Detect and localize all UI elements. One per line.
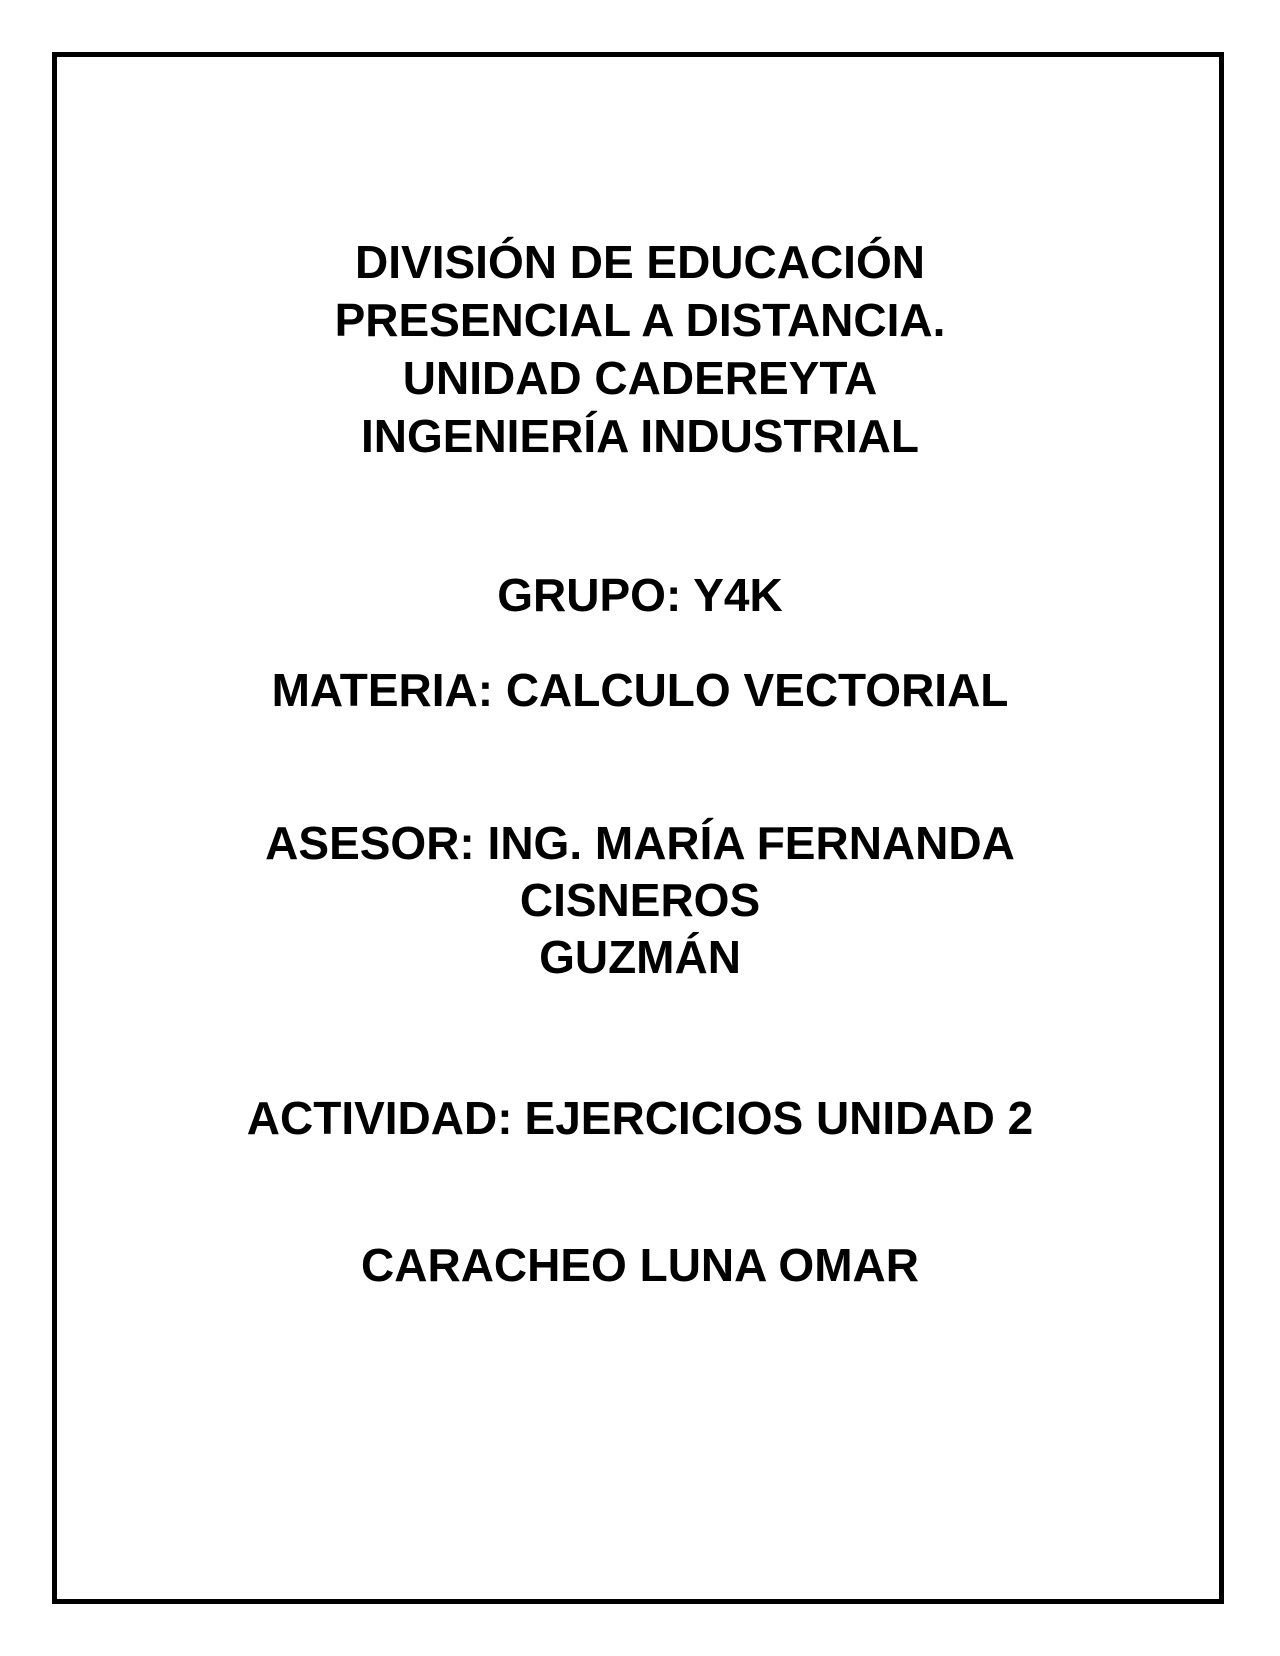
- asesor-line-1: ASESOR: ING. MARÍA FERNANDA: [265, 817, 1015, 869]
- student-name: CARACHEO LUNA OMAR: [361, 1239, 919, 1291]
- actividad-line: [0, 1089, 1280, 1147]
- header-presencial: PRESENCIAL A DISTANCIA.: [334, 294, 946, 346]
- header-unidad: UNIDAD CADEREYTA: [402, 352, 878, 404]
- actividad-value: EJERCICIOS UNIDAD 2: [524, 1092, 1034, 1144]
- header-division: DIVISIÓN DE EDUCACIÓN: [355, 236, 925, 288]
- header-carrera: INGENIERÍA INDUSTRIAL: [361, 410, 919, 462]
- grupo-line: GRUPO: Y4K: [497, 569, 783, 621]
- asesor-line-3: GUZMÁN: [539, 931, 741, 983]
- actividad-label: ACTIVIDAD:: [246, 1092, 513, 1144]
- materia-line: MATERIA: CALCULO VECTORIAL: [271, 664, 1009, 716]
- asesor-line-2: CISNEROS: [519, 874, 761, 926]
